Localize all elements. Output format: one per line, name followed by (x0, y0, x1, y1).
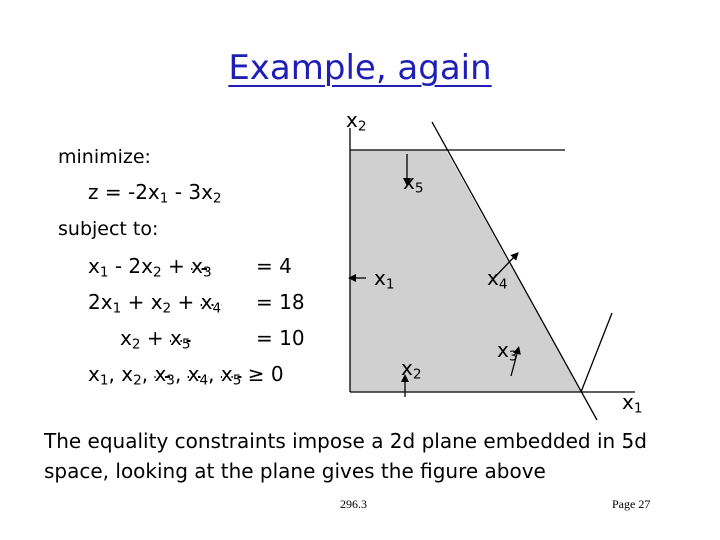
x3-constraint-line (581, 313, 612, 392)
constraint-2: $2x_1 + x_2 + x_4$ (88, 290, 222, 317)
x3-label: $x_3$ (497, 338, 518, 365)
constraint-1-rhs: = 4 (256, 254, 292, 278)
footer-page-number: Page 27 (612, 497, 651, 511)
x2-axis-label: $x_2$ (346, 108, 367, 135)
footer-course-number: 296.3 (340, 497, 367, 511)
figure-caption: The equality constraints impose a 2d plane embedded in 5d space, looking at the plane gives the figure above (44, 429, 647, 483)
x2-arrow-label: $x_2$ (401, 356, 422, 383)
minimize-label: minimize: (58, 146, 151, 168)
x1-axis-label: $x_1$ (622, 390, 643, 417)
constraint-3: $x_2 + x_5$ (120, 326, 191, 353)
non-negativity-constraint: $x_1$, $x_2$, $x_3$, $x_4$, $x_5 \ge 0$ (88, 362, 284, 389)
subject-to-label: subject to: (58, 218, 159, 240)
constraint-2-rhs: = 18 (256, 290, 305, 314)
x1-arrow-label: $x_1$ (374, 266, 395, 293)
x5-label: $x_5$ (403, 170, 424, 197)
x4-label: $x_4$ (487, 266, 508, 293)
objective-function: $z = -2x_1 - 3x_2$ (88, 180, 222, 207)
constraint-3-rhs: = 10 (256, 326, 305, 350)
constraint-1: $x_1 - 2x_2 + x_3$ (88, 254, 212, 281)
slide-title: Example, again (228, 48, 492, 88)
